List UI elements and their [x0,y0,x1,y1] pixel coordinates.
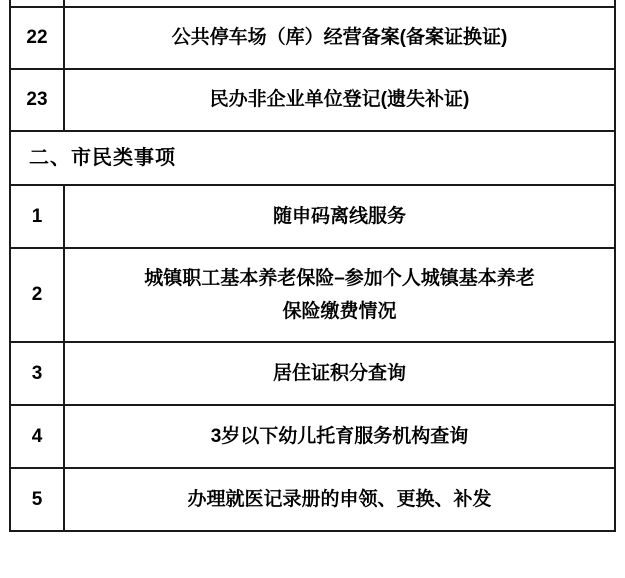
table-section-header-row [10,131,615,185]
row-number: 2 [10,248,64,342]
row-number: 1 [10,185,64,248]
row-number: 3 [10,342,64,405]
table-row [10,248,615,342]
row-item-name: 公共停车场（库）经营备案(备案证换证) [64,7,615,69]
row-item-name: 民办非企业单位登记(遗失补证) [64,69,615,131]
row-item-name: 居住证积分查询 [64,342,615,405]
row-item-name [64,248,615,342]
row-item-name: 随申码离线服务 [64,185,615,248]
table-row [10,405,615,468]
table-row [10,185,615,248]
row-number: 4 [10,405,64,468]
row-partial-name-cell [64,0,615,7]
row-item-name: 办理就医记录册的申领、更换、补发 [64,468,615,531]
row-number: 5 [10,468,64,531]
section-title: 二、市民类事项 [10,131,615,185]
row-item-name-line1: 城镇职工基本养老保险–参加个人城镇基本养老 [144,267,535,289]
table-row [10,7,615,69]
row-number: 23 [10,69,64,131]
row-partial-number-cell [10,0,64,7]
table-row [10,468,615,531]
table-row [10,69,615,131]
row-number: 22 [10,7,64,69]
table-row-partial-top [10,0,615,7]
row-item-name: 3岁以下幼儿托育服务机构查询 [64,405,615,468]
service-items-table [9,0,616,532]
table-row [10,342,615,405]
row-item-name-line2: 保险缴费情况 [282,301,397,322]
